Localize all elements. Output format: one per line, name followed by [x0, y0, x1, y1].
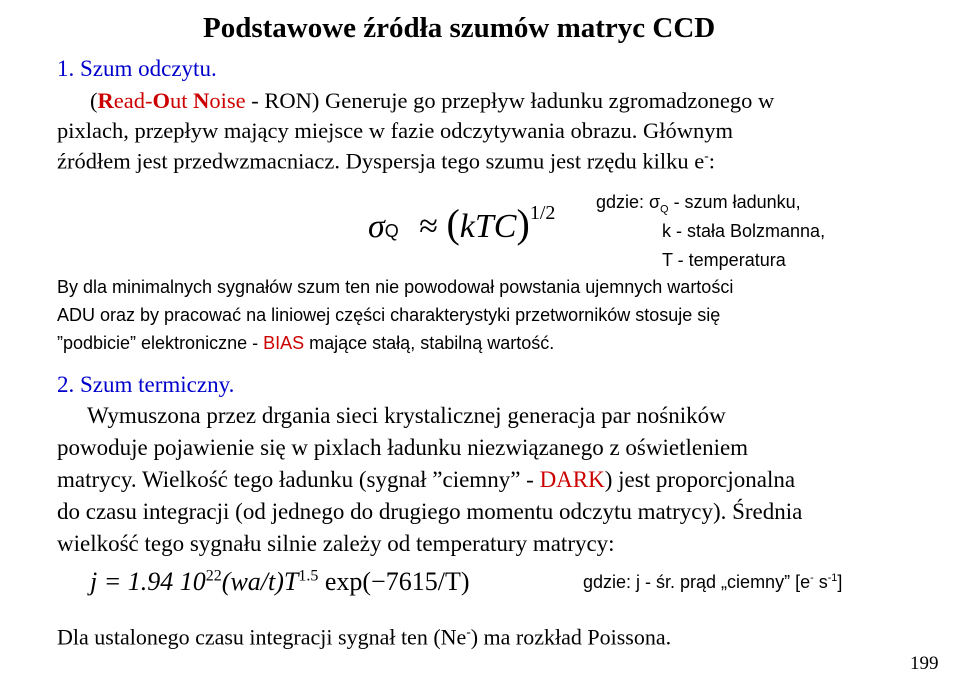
dark-current-formula: j = 1.94 $10^{22}(wa/t)T^{1.5}$ exp(−7615/T) [90, 567, 470, 596]
poisson-line: Dla ustalonego czasu integracji sygnał ten (Ne-) ma rozkład Poissona. [57, 624, 672, 650]
paragraph-line: źródłem jest przedwzmacniacz. Dyspersja tego szumu jest rzędu kilku e-: [57, 148, 716, 174]
legend-sigma: gdzie: $\sigma_Q$ - szum ładunku, [596, 192, 801, 216]
page-title: Podstawowe źródła szumów matryc CCD [203, 12, 716, 44]
legend-k: k - stała Bolzmanna, [662, 221, 826, 241]
dark-current-legend: gdzie: j - śr. prąd „ciemny” [e- $s^{-1}$] [583, 572, 843, 592]
legend-t: T - temperatura [662, 250, 786, 270]
paragraph-line: pixlach, przepływ mający miejsce w fazie odczytywania obrazu. Głównym [57, 118, 733, 143]
thermal-block: Wymuszona przez drgania sieci krystalicznej generacja par nośników powoduje pojawienie się w pixlach ładunku niezwiązanego z oświetleniem matrycy. Wielkość tego ładunku (sygnał ”ciemny” - DARK) jest proporcjonalna do czasu integracji (od jednego do drugiego momentu odczytu matrycy). Średnia wielkość tego sygnału silnie zależy od temperatury matrycy: [57, 403, 803, 556]
noise-formula: σQ ≈ (kTC)$^{1/2}$ [368, 201, 556, 246]
section-2-heading: 2. Szum termiczny. [57, 372, 235, 397]
bias-block: By dla minimalnych sygnałów szum ten nie powodował powstania ujemnych wartości ADU oraz by pracować na liniowej części charakterystyki przetworników stosuje się ”podbicie” elektroniczne - BIAS mające stałą, stabilną wartość. [57, 277, 734, 353]
page-number: 199 [910, 653, 939, 674]
section-1-heading: 1. Szum odczytu. [57, 56, 217, 81]
ron-line: (Read-Out Noise - RON) Generuje go przepływ ładunku zgromadzonego w [90, 88, 775, 113]
